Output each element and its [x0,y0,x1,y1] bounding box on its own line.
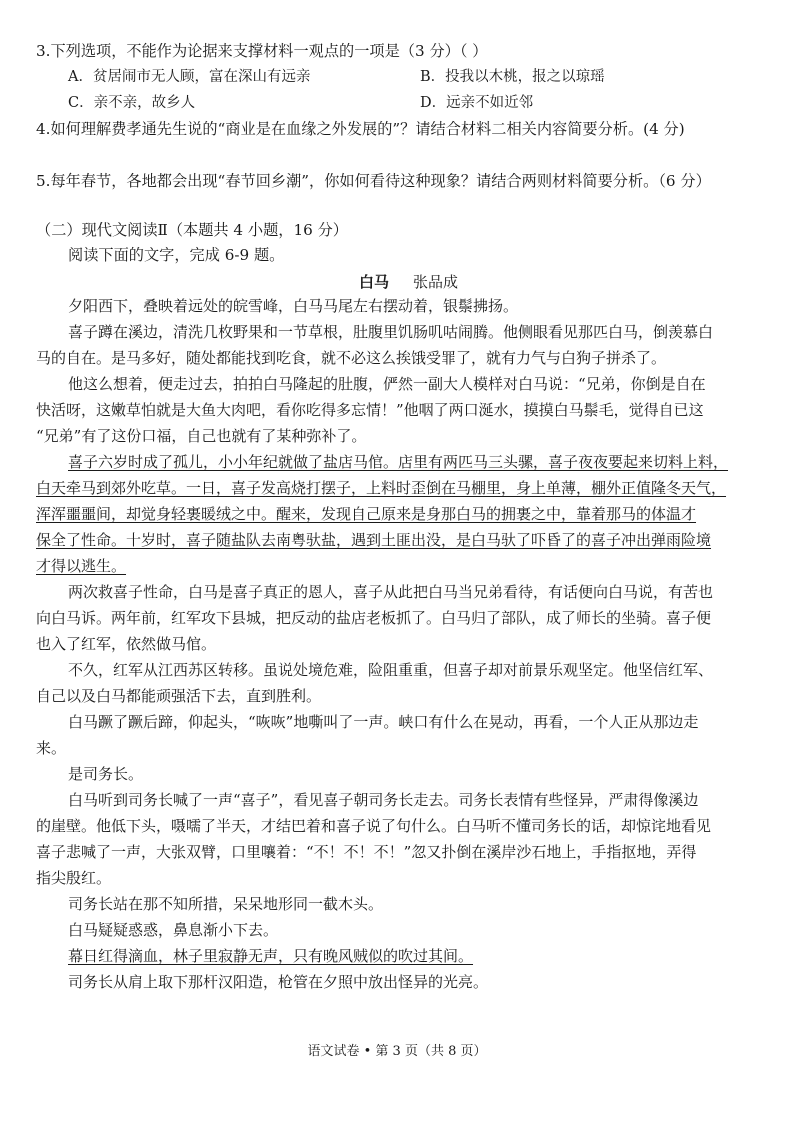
question-3-stem: 3.下列选项，不能作为论据来支撑材料一观点的一项是（3 分）（ ） [36,42,488,60]
article-line-7-underlined: 喜子六岁时成了孤儿，小小年纪就做了盐店马倌。店里有两匹马三头骡，喜子夜夜要起来切料上料， [68,453,729,471]
article-line-3: 马的自在。是马多好，随处都能找到吃食，就不必这么挨饿受罪了，就有力气与白狗子拼杀了。 [36,349,667,367]
question-3-option-c: C．亲不亲，故乡人 [68,95,196,111]
question-3-option-a: A．贫居闹市无人顾，富在深山有远亲 [68,69,311,85]
article-title: 白马 [359,273,390,291]
article-line-16: 自己以及白马都能顽强活下去，直到胜利。 [36,687,322,705]
article-line-21: 的崖壁。他低下头，嗫嚅了半天，才结巴着和喜子说了句什么。白马听不懂司务长的话，却惊诧地看见 [36,817,712,835]
article-line-1: 夕阳西下，叠映着远处的皖雪峰，白马马尾左右摆动着，银鬃拂扬。 [68,297,519,315]
article-line-26-underlined: 幕日红得滴血，林子里寂静无声，只有晚风贼似的吹过其间。 [68,947,474,965]
section-heading: （二）现代文阅读Ⅱ（本题共 4 小题，16 分） [36,221,348,239]
article-line-9-underlined: 浑浑噩噩间，却觉身轻裹暖绒之中。醒来，发现自己原来是身那白马的拥裹之中，靠着那马的体温才 [36,505,697,523]
article-line-2: 喜子蹲在溪边，清洗几枚野果和一节草根，肚腹里饥肠叽咕闹腾。他侧眼看见那匹白马，倒羡慕白 [68,323,714,341]
article-line-4: 他这么想着，便走过去，拍拍白马隆起的肚腹，俨然一副大人模样对白马说：“兄弟，你倒是自在 [68,375,706,393]
article-line-17: 白马蹶了蹶后蹄，仰起头，“咴咴”地嘶叫了一声。峡口有什么在晃动，再看，一个人正从那边走 [68,713,699,731]
section-instruction: 阅读下面的文字，完成 6-9 题。 [68,246,285,264]
page-footer: 语文试卷 • 第 3 页（共 8 页） [307,1044,487,1059]
article-line-27: 司务长从肩上取下那杆汉阳造，枪管在夕照中放出怪异的光亮。 [68,973,489,991]
article-line-10-underlined: 保全了性命。十岁时，喜子随盐队去南粤驮盐，遇到土匪出没，是白马驮了吓昏了的喜子冲出弹雨险境 [36,531,712,549]
article-line-12: 两次救喜子性命，白马是喜子真正的恩人，喜子从此把白马当兄弟看待，有话便向白马说，有苦也 [68,583,714,601]
question-3-option-b: B．投我以木桃，报之以琼瑶 [420,69,605,85]
article-line-20: 白马听到司务长喊了一声“喜子”，看见喜子朝司务长走去。司务长表情有些怪异，严肃得像溪边 [68,791,699,809]
question-4: 4.如何理解费孝通先生说的“商业是在血缘之外发展的”？请结合材料二相关内容简要分析。(4 分) [36,120,685,138]
article-line-22: 喜子悲喊了一声，大张双臂，口里嚷着：“不！不！不！”忽又扑倒在溪岸沙石地上，手指抠地，弄得 [36,843,697,861]
article-line-19: 是司务长。 [68,765,144,783]
article-line-25: 白马疑疑惑惑，鼻息渐小下去。 [68,921,279,939]
article-line-18: 来。 [36,739,67,757]
article-line-5: 快活呀，这嫩草怕就是大鱼大肉吧，看你吃得多忘情！”他咽了两口涎水，摸摸白马鬃毛，觉得自已这 [36,401,704,419]
article-line-23: 指尖殷红。 [36,869,112,887]
article-line-14: 也入了红军，依然做马倌。 [36,635,217,653]
article-author: 张品成 [413,273,459,291]
article-line-15: 不久，红军从江西苏区转移。虽说处境危难，险阻重重，但喜子却对前景乐观坚定。他坚信红军、 [68,661,714,679]
article-line-11-underlined: 才得以逃生。 [36,557,127,575]
article-line-24: 司务长站在那不知所措，呆呆地形同一截木头。 [68,895,384,913]
question-3-option-d: D．远亲不如近邻 [420,95,534,111]
article-line-8-underlined: 白天牵马到郊外吃草。一日，喜子发高烧打摆子，上料时歪倒在马棚里，身上单薄，棚外正值隆冬天气， [36,479,727,497]
article-line-13: 向白马诉。两年前，红军攻下县城，把反动的盐店老板抓了。白马归了部队，成了师长的坐骑。喜子便 [36,609,712,627]
article-line-6: “兄弟”有了这份口福，自己也就有了某种弥补了。 [36,427,367,445]
question-5: 5.每年春节，各地都会出现“春节回乡潮”，你如何看待这种现象？请结合两则材料简要分析。（6 分） [36,172,711,190]
